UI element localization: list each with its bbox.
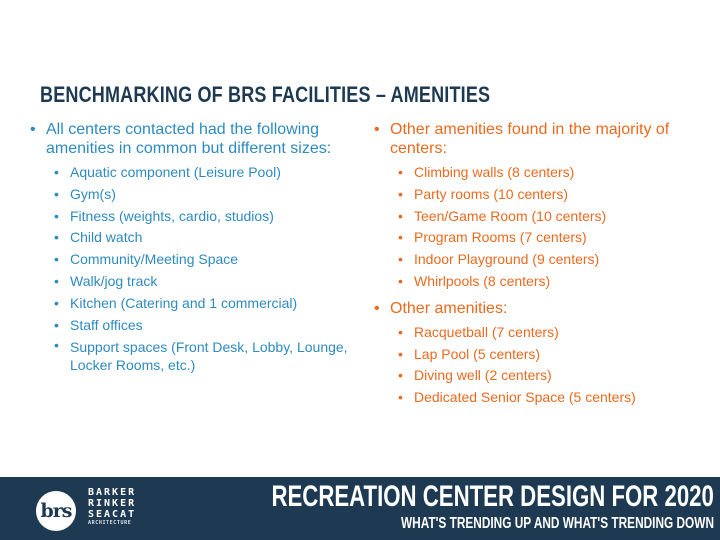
- list-item: • Walk/jog track: [52, 271, 348, 293]
- other-amenities-lead: [372, 299, 702, 318]
- list-item: • Racquetball (7 centers): [396, 322, 702, 344]
- other-amenities-list: [372, 322, 702, 409]
- list-item: • Staff offices: [52, 315, 348, 337]
- list-item: • Indoor Playground (9 centers): [396, 249, 702, 271]
- list-item: • Kitchen (Catering and 1 commercial): [52, 293, 348, 315]
- left-lead-text: • All centers contacted had the following amenities in common but different sizes:: [46, 121, 332, 157]
- left-lead-bullet: [28, 120, 348, 158]
- firm-name-line: BARKER: [88, 487, 137, 498]
- other-amenities-lead-text: • Other amenities:: [390, 299, 508, 317]
- footer-subtitle: WHAT'S TRENDING UP AND WHAT'S TRENDING DOWN: [400, 515, 714, 532]
- common-amenities-list: [28, 162, 348, 374]
- majority-amenities-list: [372, 162, 702, 293]
- list-item: • Aquatic component (Leisure Pool): [52, 162, 348, 184]
- left-column: [28, 120, 348, 374]
- list-item: • Diving well (2 centers): [396, 365, 702, 387]
- right-column: [372, 120, 702, 409]
- list-item: • Lap Pool (5 centers): [396, 344, 702, 366]
- list-item: • Teen/Game Room (10 centers): [396, 206, 702, 228]
- list-item: • Program Rooms (7 centers): [396, 227, 702, 249]
- list-item: • Support spaces (Front Desk, Lobby, Lounge, Locker Rooms, etc.): [52, 336, 348, 374]
- list-item: • Climbing walls (8 centers): [396, 162, 702, 184]
- firm-name-line: RINKER: [88, 498, 137, 509]
- firm-descriptor: ARCHITECTURE: [88, 520, 132, 526]
- list-item: • Dedicated Senior Space (5 centers): [396, 387, 702, 409]
- list-item: • Community/Meeting Space: [52, 249, 348, 271]
- firm-name-line: SEACAT: [88, 509, 137, 520]
- list-item: • Fitness (weights, cardio, studios): [52, 206, 348, 228]
- brs-logo-letters: brs: [40, 500, 72, 522]
- footer-bar: [0, 477, 720, 540]
- brs-logo: [36, 491, 76, 531]
- list-item: • Gym(s): [52, 184, 348, 206]
- list-item: • Child watch: [52, 227, 348, 249]
- footer-title: RECREATION CENTER DESIGN FOR 2020: [271, 480, 714, 513]
- majority-amenities-lead-text: • Other amenities found in the majority of centers:: [390, 121, 670, 157]
- list-item: • Party rooms (10 centers): [396, 184, 702, 206]
- list-item: • Whirlpools (8 centers): [396, 271, 702, 293]
- slide-title: BENCHMARKING OF BRS FACILITIES – AMENITIES: [40, 82, 491, 107]
- firm-name: [88, 487, 136, 527]
- majority-amenities-lead: [372, 120, 702, 158]
